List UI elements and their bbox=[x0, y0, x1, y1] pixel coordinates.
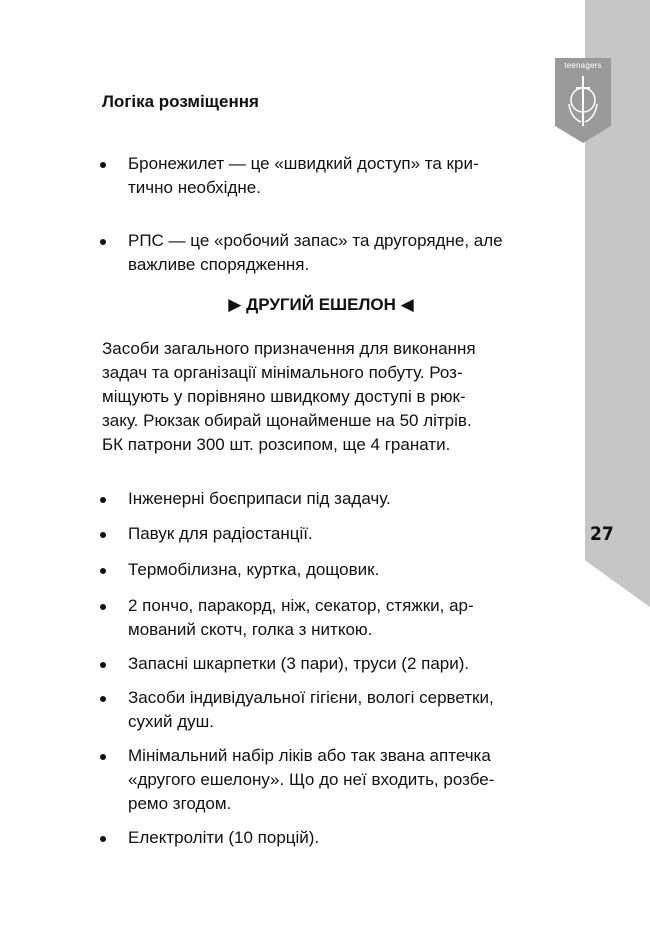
side-tab bbox=[585, 0, 650, 934]
list-item-line: РПС — це «робочий запас» та другорядне, але bbox=[128, 231, 503, 250]
list-item bbox=[100, 744, 542, 816]
list-item bbox=[100, 487, 542, 511]
list-item-line: Павук для радіостанції. bbox=[128, 524, 313, 543]
list-item bbox=[100, 229, 542, 277]
paragraph bbox=[102, 337, 542, 457]
list-item bbox=[100, 152, 542, 200]
list-item bbox=[100, 826, 542, 850]
paragraph-line: задач та організації мінімального побуту. Роз- bbox=[102, 363, 463, 382]
list-item-line: важливе спорядження. bbox=[128, 255, 310, 274]
paragraph-line: міщують у порівняно швидкому доступі в рюк- bbox=[102, 387, 466, 406]
sword-emblem-icon bbox=[565, 74, 601, 132]
list-item bbox=[100, 522, 542, 546]
paragraph-line: Засоби загального призначення для виконання bbox=[102, 339, 476, 358]
list-item-line: ремо згодом. bbox=[128, 794, 232, 813]
paragraph-line: заку. Рюкзак обирай щонайменше на 50 літрів. bbox=[102, 411, 472, 430]
emblem-label: teenagers bbox=[564, 61, 602, 70]
paragraph-line: БК патрони 300 шт. розсипом, ще 4 гранати. bbox=[102, 435, 451, 454]
list-item-line: Бронежилет — це «швидкий доступ» та кри- bbox=[128, 154, 479, 173]
list-item bbox=[100, 594, 542, 642]
list-item-line: сухий душ. bbox=[128, 712, 214, 731]
list-item-line: Інженерні боєприпаси під задачу. bbox=[128, 489, 391, 508]
list-item-line: Електроліти (10 порцій). bbox=[128, 828, 320, 847]
list-item bbox=[100, 558, 542, 582]
section-heading: Логіка розміщення bbox=[102, 92, 259, 111]
section-title: ▶ ДРУГИЙ ЕШЕЛОН ◀ bbox=[228, 295, 414, 314]
list-item-line: Запасні шкарпетки (3 пари), труси (2 пари). bbox=[128, 654, 470, 673]
list-item bbox=[100, 652, 542, 676]
list-item-line: 2 пончо, паракорд, ніж, секатор, стяжки, ар- bbox=[128, 596, 474, 615]
list-item-line: мований скотч, голка з ниткою. bbox=[128, 620, 373, 639]
emblem-badge bbox=[555, 58, 611, 143]
page-number: 27 bbox=[590, 523, 614, 545]
list-item-line: Термобілизна, куртка, дощовик. bbox=[128, 560, 380, 579]
list-item-line: Засоби індивідуальної гігієни, вологі серветки, bbox=[128, 688, 494, 707]
list-item-line: тично необхідне. bbox=[128, 178, 261, 197]
list-item-line: «другого ешелону». Що до неї входить, розбе- bbox=[128, 770, 495, 789]
list-item bbox=[100, 686, 542, 734]
list-item-line: Мінімальний набір ліків або так звана аптечка bbox=[128, 746, 491, 765]
